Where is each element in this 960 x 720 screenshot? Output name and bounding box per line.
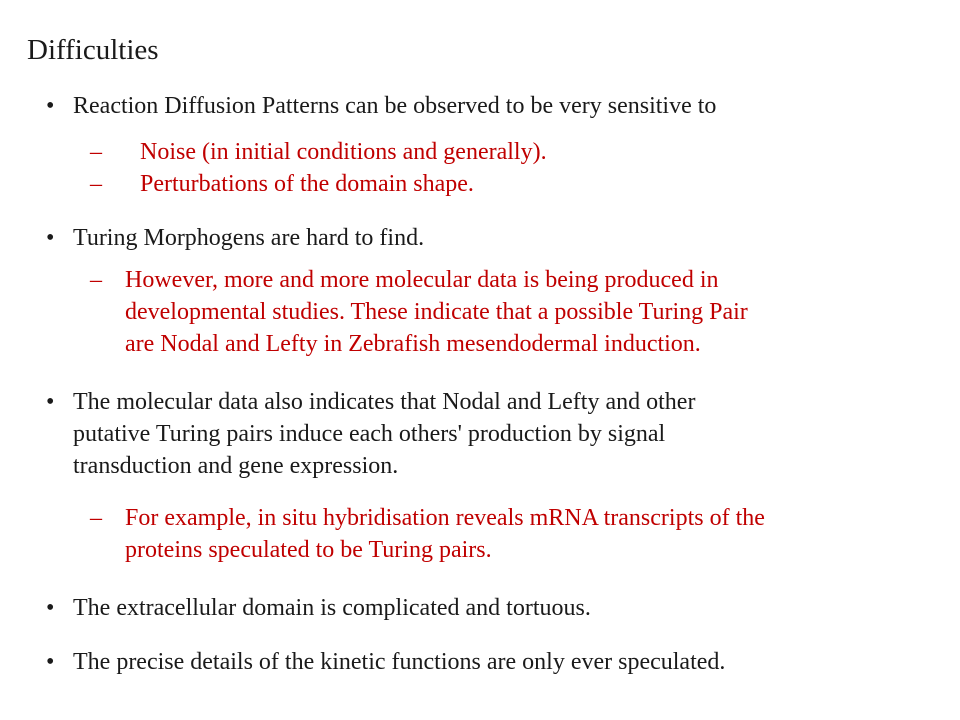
bullet-text: [73, 646, 933, 678]
sub-line: proteins speculated to be Turing pairs.: [125, 537, 492, 563]
bullet-text: [73, 222, 933, 254]
bullet-line: Turing Morphogens are hard to find.: [73, 225, 425, 251]
sub-marker: –: [90, 171, 102, 197]
sub-line: Perturbations of the domain shape.: [140, 171, 474, 197]
sub-text: [125, 502, 765, 566]
sub-line: developmental studies. These indicate that a possible Turing Pair: [125, 299, 748, 325]
bullet-marker: •: [46, 389, 55, 415]
bullet-line: The extracellular domain is complicated and tortuous.: [73, 595, 591, 621]
bullet-text: [73, 90, 933, 122]
bullet-text: [73, 386, 933, 482]
bullet-line: putative Turing pairs induce each others' production by signal: [73, 421, 666, 447]
bullet-line: The precise details of the kinetic functions are only ever speculated.: [73, 649, 726, 675]
bullet-line: transduction and gene expression.: [73, 453, 399, 479]
bullet-marker: •: [46, 93, 55, 119]
sub-line: For example, in situ hybridisation reveals mRNA transcripts of the: [125, 505, 765, 531]
sub-marker: –: [90, 139, 102, 165]
bullet-marker: •: [46, 649, 55, 675]
sub-line: However, more and more molecular data is being produced in: [125, 267, 719, 293]
sub-line: Noise (in initial conditions and generally).: [140, 139, 547, 165]
sub-text: [140, 136, 547, 168]
bullet-line: The molecular data also indicates that Nodal and Lefty and other: [73, 389, 696, 415]
sub-marker: –: [90, 505, 102, 531]
bullet-text: [73, 592, 933, 624]
sub-line: are Nodal and Lefty in Zebrafish mesendodermal induction.: [125, 331, 701, 357]
bullet-marker: •: [46, 225, 55, 251]
bullet-marker: •: [46, 595, 55, 621]
sub-marker: –: [90, 267, 102, 293]
sub-text: [140, 168, 474, 200]
slide-title: Difficulties: [27, 34, 159, 66]
sub-text: [125, 264, 748, 360]
bullet-line: Reaction Diffusion Patterns can be observed to be very sensitive to: [73, 93, 717, 119]
